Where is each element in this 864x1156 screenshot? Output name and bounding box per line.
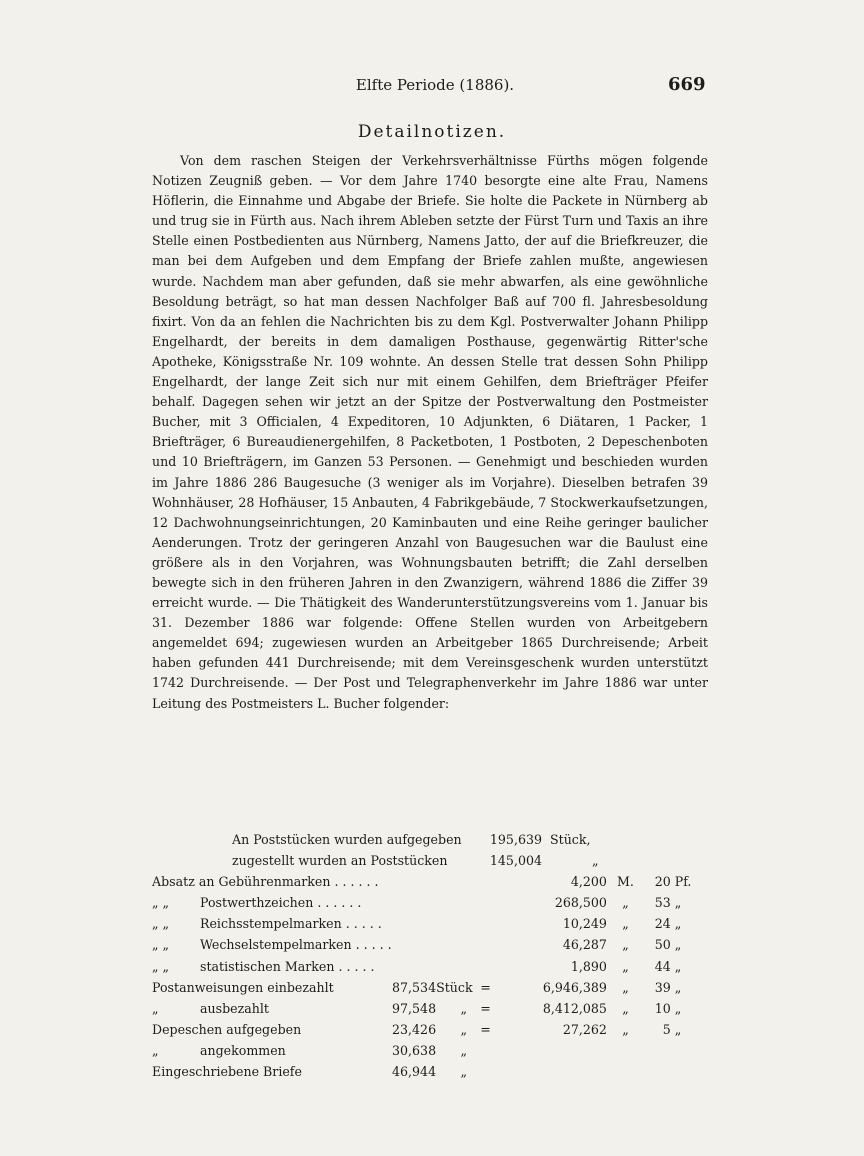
pfennig-unit-cell: Pf. [674, 874, 692, 890]
count-unit-cell [436, 934, 467, 955]
row-label: statistischen Marken [200, 958, 335, 974]
stat-row [152, 934, 712, 955]
ditto-prefix: „ [152, 1042, 159, 1058]
count-unit-cell: Stück [436, 979, 473, 995]
row-label: ausbezahlt [200, 1000, 269, 1016]
pfennig-unit-cell: „ [674, 895, 682, 911]
count-cell: 87,534 [392, 979, 437, 995]
ditto-prefix: „ „ [152, 895, 170, 911]
row-label: Postanweisungen einbezahlt [152, 979, 334, 995]
ditto-prefix: „ „ [152, 958, 170, 974]
count-unit-cell: „ [460, 1042, 467, 1058]
count-unit-cell: „ [460, 1021, 467, 1037]
pfennig-cell [644, 1040, 671, 1061]
amount-cell: 8,412,085 [542, 1000, 607, 1016]
row-label: Depeschen aufgegeben [152, 1021, 302, 1037]
pfennig-cell: 39 [654, 979, 671, 995]
amount-cell [504, 1040, 607, 1061]
count-unit-cell [436, 871, 467, 892]
currency-cell: „ [622, 916, 629, 932]
amount-cell: 1,890 [570, 958, 607, 974]
stat-row [152, 998, 712, 1019]
pfennig-cell: 44 [654, 958, 671, 974]
count-unit-cell [436, 892, 467, 913]
stat-row [152, 1061, 712, 1082]
pfennig-cell: 53 [654, 895, 671, 911]
equals-cell [467, 1040, 504, 1061]
amount-cell: 46,287 [562, 937, 607, 953]
count-cell [391, 956, 436, 977]
currency-cell: M. [617, 874, 634, 890]
stat-row [152, 913, 712, 934]
currency-cell: „ [622, 1021, 629, 1037]
row-label: Absatz an Gebührenmarken [152, 874, 331, 890]
label-cell [152, 934, 391, 955]
pfennig-unit-cell: „ [674, 979, 682, 995]
pfennig-unit-cell: „ [674, 1021, 682, 1037]
pfennig-unit-cell: „ [674, 958, 682, 974]
stats-intro-line-1 [152, 829, 712, 850]
equals-cell [467, 1061, 504, 1082]
stat-row [152, 892, 712, 913]
row-label: angekommen [200, 1042, 286, 1058]
pfennig-cell: 20 [654, 874, 671, 890]
equals-cell: = [480, 1000, 491, 1016]
count-unit-cell [436, 956, 467, 977]
count-cell [391, 892, 436, 913]
stat-row [152, 977, 712, 998]
pfennig-unit-cell: „ [674, 916, 682, 932]
pfennig-cell [644, 1061, 671, 1082]
amount-cell: 4,200 [570, 874, 607, 890]
count-cell: 23,426 [392, 1021, 437, 1037]
intro-value: 145,004 [489, 853, 542, 869]
ditto-prefix: „ [152, 1000, 159, 1016]
pfennig-cell: 24 [654, 916, 671, 932]
currency-cell: „ [622, 979, 629, 995]
page-number: 669 [668, 74, 706, 95]
pfennig-cell: 10 [654, 1000, 671, 1016]
label-cell [152, 998, 391, 1019]
count-unit-cell: „ [460, 1064, 467, 1080]
currency-cell: „ [622, 1000, 629, 1016]
statistics-table [152, 871, 712, 1082]
amount-cell [504, 1061, 607, 1082]
stats-intro-line-2 [152, 850, 712, 871]
count-cell: 97,548 [392, 1000, 437, 1016]
currency-cell [607, 1061, 644, 1082]
equals-cell [467, 956, 504, 977]
intro-unit: Stück, [550, 832, 591, 847]
currency-cell: „ [622, 937, 629, 953]
leader-dots: . . . . . [351, 937, 392, 953]
count-cell: 46,944 [392, 1064, 437, 1080]
amount-cell: 27,262 [562, 1021, 607, 1037]
leader-dots: . . . . . [334, 958, 375, 974]
label-cell [152, 1061, 391, 1082]
leader-dots: . . . . . [341, 916, 382, 932]
pfennig-cell: 5 [662, 1021, 671, 1037]
stat-row [152, 1019, 712, 1040]
count-unit-cell: „ [460, 1000, 467, 1016]
ditto-prefix: „ „ [152, 937, 170, 953]
intro-unit: „ [592, 853, 599, 869]
equals-cell: = [480, 979, 491, 995]
section-heading: Detailnotizen. [357, 122, 507, 142]
body-paragraph: Von dem raschen Steigen der Verkehrsverhältnisse Fürths mögen folgende Notizen Zeugniß geben. — Vor dem Jahre 1740 besorgte eine alte Frau, Namens Höflerin, die Einnahme und Abgabe der Briefe. Sie holte die Packete in Nürnberg ab und trug sie in Fürth aus. Nach ihrem Ableben setzte der Fürst Turn und Taxis an ihre Stelle einen Postbedienten aus Nürnberg, Namens Jatto, der auf die Briefkreuzer, die man bei dem Aufgeben und dem Empfang der Briefe zahlen mußte, angewiesen wurde. Nachdem man aber gefunden, daß sie mehr abwarfen, als eine gewöhnliche Besoldung beträgt, so hat man dessen Nachfolger Baß auf 700 fl. Jahresbesoldung fixirt. Von da an fehlen die Nachrichten bis zu dem Kgl. Postverwalter Johann Philipp Engelhardt, der bereits in dem damaligen Posthause, gegenwärtig Ritter'sche Apotheke, Königsstraße Nr. 109 wohnte. An dessen Stelle trat dessen Sohn Philipp Engelhardt, der lange Zeit sich nur mit einem Gehilfen, dem Briefträger Pfeifer behalf. Dagegen sehen wir jetzt an der Spitze der Postverwaltung den Postmeister Bucher, mit 3 Officialen, 4 Expeditoren, 10 Adjunkten, 6 Diätaren, 1 Packer, 1 Briefträger, 6 Bureaudienergehilfen, 8 Packetboten, 1 Postboten, 2 Depeschenboten und 10 Briefträgern, im Ganzen 53 Personen. — Genehmigt und beschieden wurden im Jahre 1886 286 Baugesuche (3 weniger als im Vorjahre). Dieselben betrafen 39 Wohnhäuser, 28 Hofhäuser, 15 Anbauten, 4 Fabrikgebäude, 7 Stockwerkaufsetzungen, 12 Dachwohnungseinrichtungen, 20 Kaminbauten und eine Reihe geringer baulicher Aenderungen. Trotz der geringeren Anzahl von Baugesuchen war die Baulust eine größere als in den Vorjahren, was Wohnungsbauten betrifft; die Zahl derselben bewegte sich in den früheren Jahren in den Zwanzigern, während 1886 die Ziffer 39 erreicht wurde. — Die Thätigkeit des Wanderunterstützungsvereins vom 1. Januar bis 31. Dezember 1886 war folgende: Offene Stellen wurden von Arbeitgebern angemeldet 694; zugewiesen wurden an Arbeitgeber 1865 Durchreisende; Arbeit haben gefunden 441 Durchreisende; mit dem Vereinsgeschenk wurden unterstützt 1742 Durchreisende. — Der Post und Telegraphenverkehr im Jahre 1886 war unter Leitung des Postmeisters L. Bucher folgender: [152, 153, 708, 711]
label-cell [152, 956, 391, 977]
pfennig-unit-cell [671, 1061, 712, 1082]
row-label: Wechselstempelmarken [200, 937, 352, 953]
label-cell [152, 871, 391, 892]
equals-cell [467, 934, 504, 955]
running-header: Elfte Periode (1886). [355, 76, 515, 94]
count-cell [391, 913, 436, 934]
post-statistics [152, 829, 712, 1082]
currency-cell: „ [622, 958, 629, 974]
row-label: Postwerthzeichen [200, 895, 314, 911]
amount-cell: 268,500 [554, 895, 607, 911]
stat-row [152, 871, 712, 892]
row-label: Eingeschriebene Briefe [152, 1064, 302, 1080]
ditto-prefix: „ „ [152, 916, 170, 932]
equals-cell [467, 913, 504, 934]
label-cell [152, 977, 391, 998]
stat-row [152, 956, 712, 977]
amount-cell: 10,249 [562, 916, 607, 932]
equals-cell [467, 871, 504, 892]
intro-text: zugestellt wurden an Poststücken [232, 853, 448, 869]
count-cell: 30,638 [392, 1042, 437, 1058]
pfennig-unit-cell: „ [674, 1000, 682, 1016]
count-cell [391, 871, 436, 892]
stat-row [152, 1040, 712, 1061]
intro-text: An Poststücken wurden aufgegeben [232, 832, 462, 847]
leader-dots: . . . . . . [313, 895, 362, 911]
equals-cell: = [480, 1021, 491, 1037]
pfennig-unit-cell [671, 1040, 712, 1061]
count-cell [391, 934, 436, 955]
label-cell [152, 913, 391, 934]
currency-cell [607, 1040, 644, 1061]
intro-value: 195,639 [489, 832, 542, 847]
label-cell [152, 892, 391, 913]
currency-cell: „ [622, 895, 629, 911]
pfennig-unit-cell: „ [674, 937, 682, 953]
leader-dots: . . . . . . [330, 874, 379, 890]
label-cell [152, 1019, 391, 1040]
count-unit-cell [436, 913, 467, 934]
label-cell [152, 1040, 391, 1061]
equals-cell [467, 892, 504, 913]
amount-cell: 6,946,389 [542, 979, 607, 995]
pfennig-cell: 50 [654, 937, 671, 953]
row-label: Reichsstempelmarken [200, 916, 342, 932]
